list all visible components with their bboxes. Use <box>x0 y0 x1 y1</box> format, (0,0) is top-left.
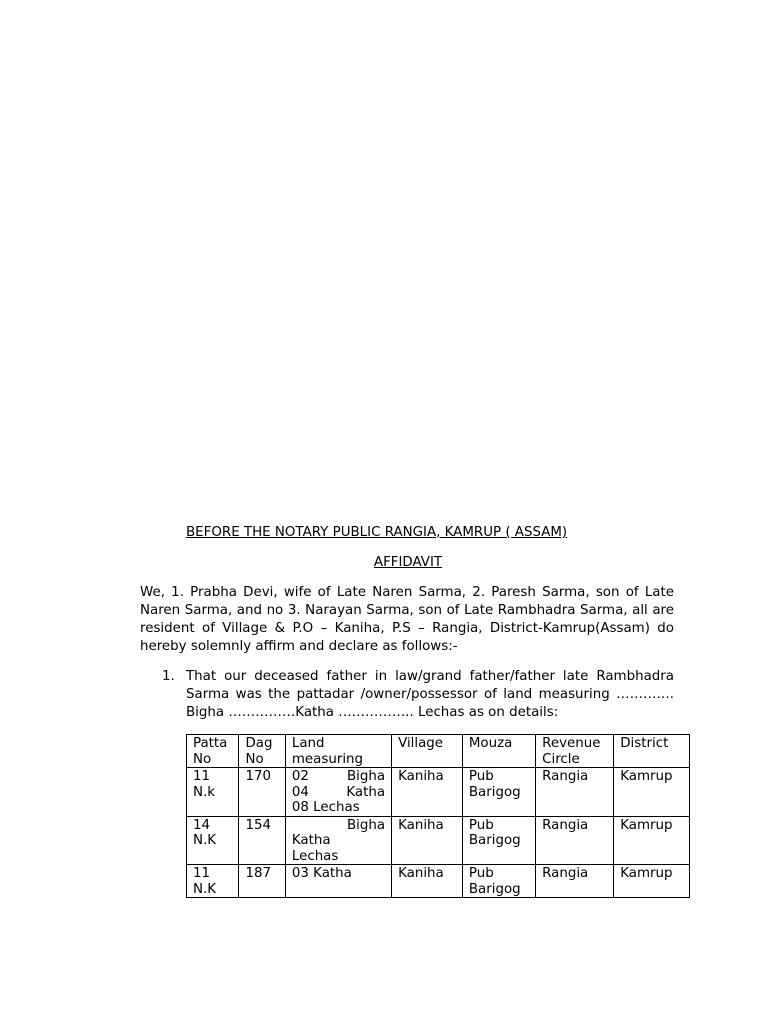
cell-dag: 154 <box>239 816 285 865</box>
cell-district: Kamrup <box>614 768 690 817</box>
header-mouza: Mouza <box>462 735 535 768</box>
table-header-row <box>187 735 690 768</box>
cell-circle: Rangia <box>536 816 614 865</box>
cell-land-line1: 03 Katha <box>291 866 352 881</box>
cell-mouza: Pub Barigog <box>462 816 535 865</box>
item-text-line1: That our deceased father in law/grand father/father late Rambhadra Sarma was the pattadar /owner/possessor of land measuring <box>186 669 674 702</box>
cell-land-line3: 08 Lechas <box>291 800 360 815</box>
cell-dag: 170 <box>239 768 285 817</box>
table-row <box>187 865 690 898</box>
cell-land <box>285 865 391 898</box>
header-land-measuring: Land measuring <box>285 735 391 768</box>
numbered-item <box>162 668 674 722</box>
cell-patta: 14 N.K <box>187 816 239 865</box>
header-patta-no: Patta No <box>187 735 239 768</box>
header-village: Village <box>392 735 463 768</box>
cell-mouza: Pub Barigog <box>462 865 535 898</box>
cell-patta: 11 N.k <box>187 768 239 817</box>
item-text-line2: …………. Bigha ……………Katha …………….. Lechas as on details: <box>186 687 674 720</box>
land-details-table <box>186 734 690 898</box>
cell-circle: Rangia <box>536 768 614 817</box>
header-district: District <box>614 735 690 768</box>
document-title-text: AFFIDAVIT <box>373 555 443 570</box>
cell-land-line2: Katha <box>291 833 331 848</box>
item-text <box>186 668 674 722</box>
item-number: 1. <box>162 669 175 684</box>
cell-land <box>285 816 391 865</box>
cell-land-line1: 02 Bigha <box>291 769 386 784</box>
cell-district: Kamrup <box>614 816 690 865</box>
cell-district: Kamrup <box>614 865 690 898</box>
table-row <box>187 768 690 817</box>
cell-land-line3: Lechas <box>291 848 339 864</box>
cell-mouza: Pub Barigog <box>462 768 535 817</box>
cell-land-line1: Bigha <box>346 817 386 833</box>
table-row <box>187 816 690 865</box>
cell-patta: 11 N.K <box>187 865 239 898</box>
header-revenue-circle: Revenue Circle <box>536 735 614 768</box>
cell-village: Kaniha <box>392 768 463 817</box>
cell-village: Kaniha <box>392 816 463 865</box>
cell-circle: Rangia <box>536 865 614 898</box>
intro-paragraph: We, 1. Prabha Devi, wife of Late Naren Sarma, 2. Paresh Sarma, son of Late Naren Sarma, and no 3. Narayan Sarma, son of Late Rambhadra Sarma, all are resident of Village & P.O – Kaniha, P.S – Rangia, District-Kamrup(Assam) do hereby solemnly affirm and declare as follows:- <box>140 585 674 654</box>
cell-dag: 187 <box>239 865 285 898</box>
document-title <box>0 554 768 571</box>
cell-land <box>285 768 391 817</box>
header-dag-no: Dag No <box>239 735 285 768</box>
cell-village: Kaniha <box>392 865 463 898</box>
cell-land-line2: 04 Katha <box>291 784 386 800</box>
document-heading: BEFORE THE NOTARY PUBLIC RANGIA, KAMRUP ( ASSAM) <box>186 525 568 540</box>
